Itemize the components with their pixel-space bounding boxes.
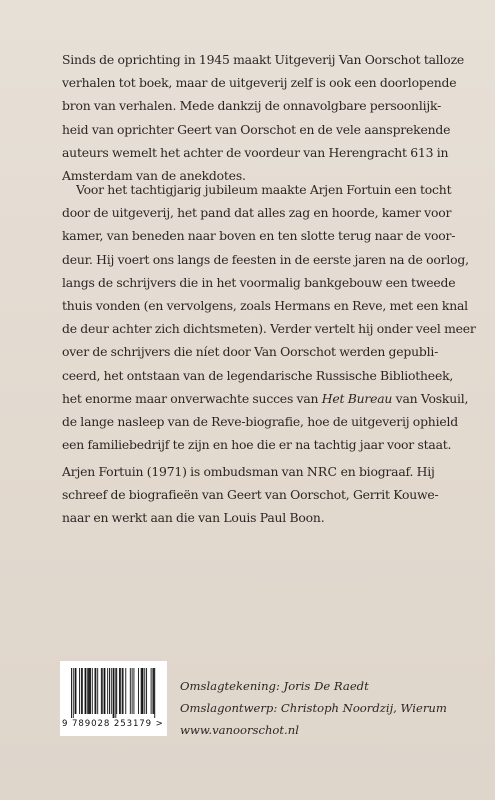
barcode-bar: [138, 668, 139, 714]
blurb-line: [62, 387, 469, 410]
barcode-bar: [101, 668, 102, 714]
barcode-bar: [144, 668, 145, 714]
barcode-bar: [122, 668, 123, 714]
barcode-bar: [146, 668, 147, 714]
barcode-bar: [111, 668, 112, 714]
blurb-line: over de schrijvers die níet door Van Oorschot werden gepubli-: [62, 344, 439, 360]
barcode-bar: [154, 668, 155, 718]
barcode-bar: [90, 668, 91, 714]
blurb-line: auteurs wemelt het achter de voordeur van Herengracht 613 in: [62, 144, 449, 160]
blurb-line: verhalen tot boek, maar de uitgeverij zelf is ook een doorlopende: [62, 75, 457, 91]
barcode-bar: [82, 668, 83, 714]
blurb-line: bron van verhalen. Mede dankzij de onnavolgbare persoonlijk-: [62, 98, 442, 114]
barcode-bar: [107, 668, 108, 714]
barcode-bar: [153, 668, 154, 714]
barcode-bar: [92, 668, 93, 714]
barcode-bar: [114, 668, 115, 718]
blurb-line: thuis vonden (en vervolgens, zoals Hermans en Reve, met een knal: [62, 298, 468, 314]
barcode-bar: [132, 668, 133, 714]
cover-illustration-credit: Omslagtekening: Joris De Raedt: [180, 679, 369, 693]
bio-line: [62, 460, 434, 483]
barcode-bar: [115, 668, 116, 718]
author-bio: [62, 460, 439, 530]
blurb-line: deur. Hij voert ons langs de feesten in de eerste jaren na de oorlog,: [62, 251, 469, 267]
bio-line-text: en biograaf. Hij: [337, 464, 435, 479]
blurb-line: door de uitgeverij, het pand dat alles zag en hoorde, kamer voor: [62, 205, 452, 221]
barcode-bar: [88, 668, 89, 714]
barcode-bar: [75, 668, 76, 714]
blurb-line-text: het enorme maar onverwachte succes van: [62, 390, 322, 406]
newspaper-name: NRC: [306, 464, 338, 479]
barcode-bar: [152, 668, 153, 714]
barcode-bar: [95, 668, 96, 714]
barcode-bar: [130, 668, 131, 714]
barcode-bar: [133, 668, 134, 714]
blurb-line: de lange nasleep van de Reve-biografie, hoe de uitgeverij ophield: [62, 414, 458, 430]
barcode-bar: [143, 668, 144, 714]
blurb-paragraph-1: [62, 48, 465, 187]
barcode-bar: [141, 668, 142, 714]
blurb-line: langs de schrijvers die in het voormalig bankgebouw een tweede: [62, 274, 456, 290]
isbn-barcode: [60, 661, 167, 736]
isbn-number: 9 789028 253179 >: [62, 719, 164, 729]
barcode-bar: [125, 668, 126, 714]
barcode-bar: [71, 668, 72, 718]
blurb-line: kamer, van beneden naar boven en ten slotte terug naar de voor-: [62, 228, 456, 244]
barcode-bar: [142, 668, 143, 714]
blurb-line-text: van Voskuil,: [392, 390, 469, 406]
blurb-line: Voor het tachtigjarig jubileum maakte Arjen Fortuin een tocht: [76, 182, 452, 197]
barcode-bar: [81, 668, 82, 714]
credits-block: [180, 675, 447, 741]
barcode-bar: [102, 668, 103, 714]
barcode-bar: [119, 668, 120, 714]
barcode-bar: [73, 668, 74, 718]
barcode-bar: [116, 668, 117, 714]
barcode-bar: [79, 668, 80, 714]
barcode-bar: [109, 668, 110, 714]
barcode-bar: [85, 668, 86, 714]
barcode-bar: [151, 668, 152, 714]
blurb-line: een familiebedrijf te zijn en hoe die er na tachtig jaar voor staat.: [62, 437, 452, 453]
barcode-bar: [95, 668, 96, 714]
bio-line: schreef de biografieën van Geert van Oorschot, Gerrit Kouwe-: [62, 487, 439, 503]
publisher-website: www.vanoorschot.nl: [180, 723, 299, 737]
barcode-bar: [113, 668, 114, 718]
barcode-bar: [76, 668, 77, 714]
blurb-line: de deur achter zich dichtsmeten). Verder vertelt hij onder veel meer: [62, 321, 476, 337]
book-title-italic: Het Bureau: [321, 390, 393, 406]
blurb-paragraph-2: [62, 178, 476, 456]
barcode-bar: [104, 668, 105, 714]
barcode-bars-graphic: [71, 668, 157, 718]
bio-line-text: Arjen Fortuin (1971) is ombudsman van: [62, 464, 307, 479]
barcode-bar: [89, 668, 90, 714]
barcode-bar: [120, 668, 121, 714]
barcode-bar: [87, 668, 88, 714]
barcode-bar: [104, 668, 105, 714]
bio-line: naar en werkt aan die van Louis Paul Boon.: [62, 510, 325, 526]
blurb-line: ceerd, het ontstaan van de legendarische Russische Bibliotheek,: [62, 367, 454, 383]
cover-design-credit: Omslagontwerp: Christoph Noordzij, Wierum: [180, 701, 447, 715]
blurb-line: Amsterdam van de anekdotes.: [62, 168, 246, 184]
barcode-bar: [97, 668, 98, 714]
blurb-line: Sinds de oprichting in 1945 maakt Uitgeverij Van Oorschot talloze: [62, 52, 465, 67]
blurb-line: heid van oprichter Geert van Oorschot en de vele aansprekende: [62, 121, 451, 137]
barcode-bar: [85, 668, 86, 714]
barcode-bar: [123, 668, 124, 714]
